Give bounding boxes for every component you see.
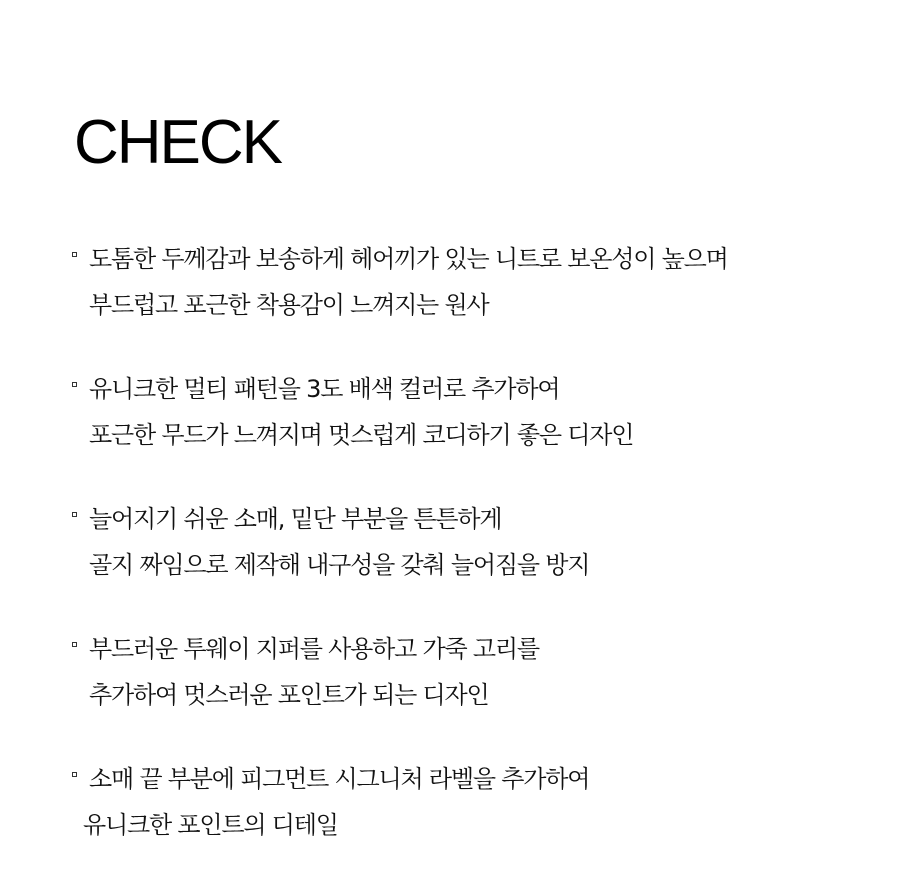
check-item-line-2: 추가하여 멋스러운 포인트가 되는 디자인 — [89, 681, 489, 709]
check-item-line-1: 부드러운 투웨이 지퍼를 사용하고 가죽 고리를 — [89, 635, 539, 663]
check-item-line-2: 골지 짜임으로 제작해 내구성을 갖춰 늘어짐을 방지 — [89, 551, 590, 579]
check-item — [70, 496, 870, 588]
square-bullet-icon — [72, 252, 77, 257]
check-item-line-1: 소매 끝 부분에 피그먼트 시그니처 라벨을 추가하여 — [89, 765, 590, 793]
check-item — [70, 626, 870, 718]
check-item-line-2: 포근한 무드가 느껴지며 멋스럽게 코디하기 좋은 디자인 — [89, 421, 634, 449]
check-item-line-2: 부드럽고 포근한 착용감이 느껴지는 원사 — [89, 291, 489, 319]
square-bullet-icon — [72, 512, 77, 517]
square-bullet-icon — [72, 642, 77, 647]
check-item — [70, 366, 870, 458]
check-list — [70, 236, 870, 886]
check-item-line-1: 도톰한 두께감과 보송하게 헤어끼가 있는 니트로 보온성이 높으며 — [89, 245, 728, 273]
square-bullet-icon — [72, 382, 77, 387]
check-item-line-1: 늘어지기 쉬운 소매, 밑단 부분을 튼튼하게 — [89, 505, 502, 533]
square-bullet-icon — [72, 772, 77, 777]
check-item — [70, 756, 870, 848]
check-item-line-2: 유니크한 포인트의 디테일 — [83, 811, 338, 839]
section-title: CHECK — [74, 108, 282, 177]
check-item — [70, 236, 870, 328]
check-item-line-1: 유니크한 멀티 패턴을 3도 배색 컬러로 추가하여 — [89, 375, 560, 403]
